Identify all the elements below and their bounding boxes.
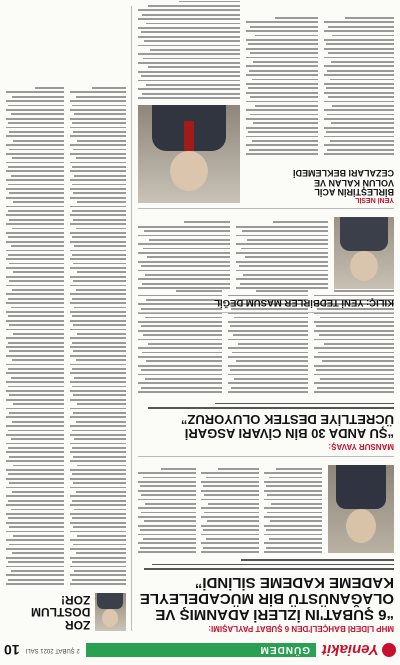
main-body-col-1 — [264, 468, 322, 553]
masthead — [0, 635, 400, 665]
third-story-header — [138, 297, 394, 307]
main-lede — [139, 559, 394, 570]
opinion-body-col-1 — [70, 87, 126, 585]
second-story-header — [138, 403, 394, 451]
side-kicker: YENİ NESİL — [355, 196, 394, 203]
third-headline: KILIÇ: YENİ TEDBİRLER MASUM DEĞİL — [214, 297, 394, 308]
third-photo — [334, 217, 394, 289]
second-lede — [138, 403, 394, 409]
side-headline-line-2: VOLUN KALAN VE — [313, 177, 394, 188]
side-headline-line-3: CEZALARI BEKLEMEDİ — [293, 168, 394, 179]
main-body-col-3 — [138, 468, 196, 553]
side-body-col-1 — [324, 17, 394, 155]
main-headline-line-2: OLAĞANÜSTÜ BİR MÜCADELEYLE — [139, 590, 394, 608]
main-body-col-2 — [201, 468, 259, 553]
logo-text: Yeniakit — [322, 641, 379, 659]
section-name: GÜNDEM — [259, 644, 311, 656]
logo — [322, 642, 396, 659]
main-story-header — [139, 559, 394, 633]
side-body-col-2 — [246, 17, 318, 155]
main-kicker: MHP LİDERİ BAHÇELİ'DEN 6 ŞUBAT PAYLAŞIMI: — [208, 624, 394, 633]
column-title: ZOR DOSTLUM — [31, 605, 91, 632]
side-body-col-3 — [138, 1, 240, 99]
third-body-col-1 — [236, 221, 328, 289]
side-photo — [138, 105, 240, 203]
columnist-photo — [95, 593, 126, 631]
third-body-col-2 — [138, 221, 230, 289]
logo-mark-icon — [382, 643, 396, 657]
side-story-header — [244, 168, 394, 203]
second-headline-line-1: “ŞU ANDA 30 BİN CİVARI ASGARİ — [184, 426, 394, 441]
section-bar — [86, 643, 316, 657]
column-title-2: ZOR! — [61, 592, 91, 607]
issue-date: 2 ŞUBAT 2021 SALI — [25, 647, 80, 653]
main-headline-line-3: KADEME KADEME SİLİNDİ” — [194, 574, 394, 592]
second-kicker: MANSUR YAVAŞ: — [328, 442, 394, 451]
main-photo — [328, 465, 394, 553]
opinion-column — [6, 593, 126, 631]
page-number: 10 — [4, 642, 20, 658]
side-headline-line-1: BİRLEŞTİRİN ACİL — [314, 187, 394, 197]
second-headline-line-2: ÜCRETLİYE DESTEK OLUYORUZ” — [180, 412, 394, 428]
main-headline-line-1: “6 ŞUBAT'IN İZLERİ ADANMIŞ VE — [155, 606, 394, 623]
opinion-body-col-2 — [6, 87, 64, 585]
